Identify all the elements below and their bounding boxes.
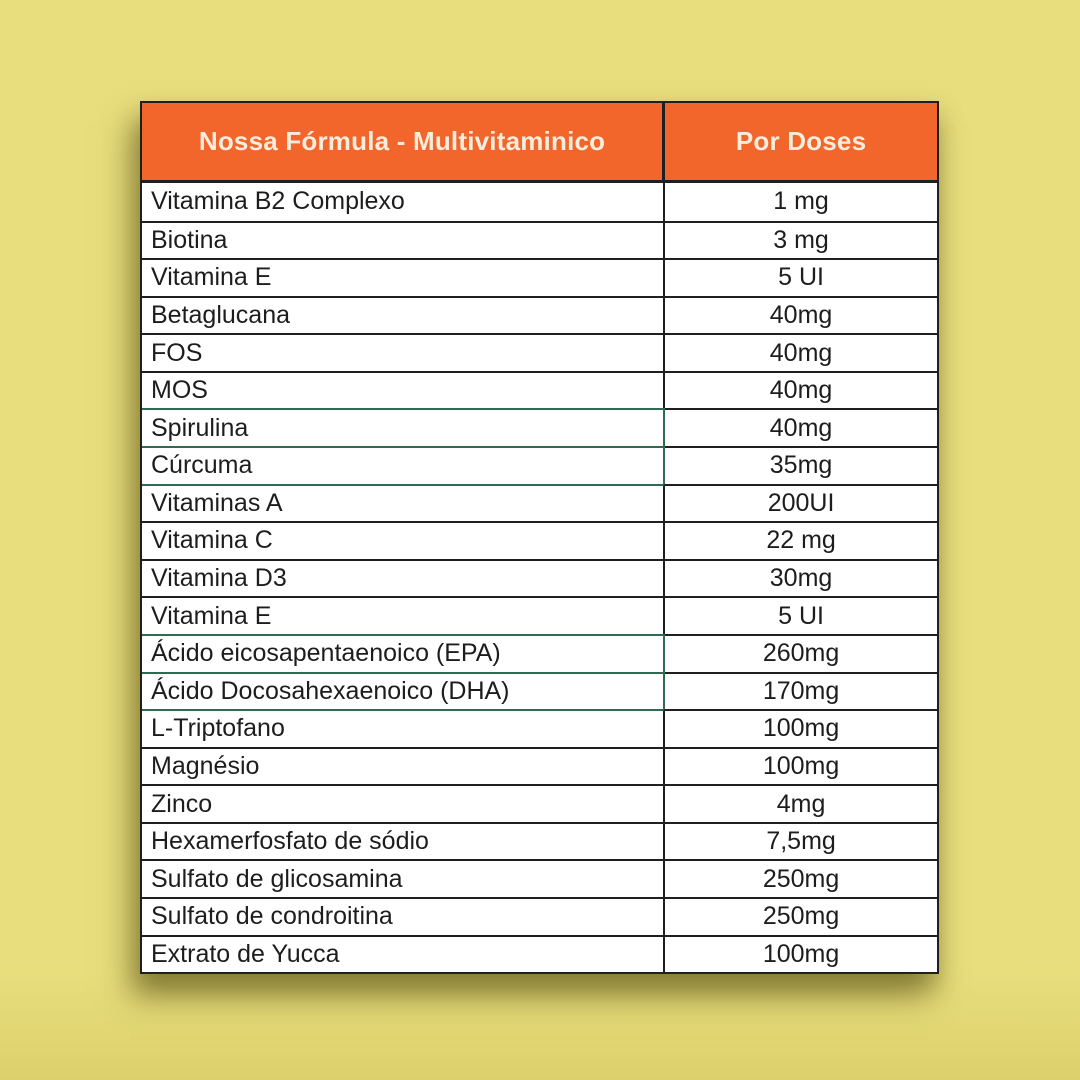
dose-cell: 100mg	[665, 935, 937, 973]
dose-cell: 30mg	[665, 559, 937, 597]
table-row	[142, 672, 937, 710]
dose-cell: 40mg	[665, 296, 937, 334]
ingredient-cell: Magnésio	[142, 747, 665, 785]
ingredient-cell: Vitaminas A	[142, 484, 665, 522]
table-row	[142, 822, 937, 860]
dose-cell: 7,5mg	[665, 822, 937, 860]
dose-cell: 3 mg	[665, 221, 937, 259]
ingredient-cell: Betaglucana	[142, 296, 665, 334]
table-row	[142, 784, 937, 822]
dose-cell: 40mg	[665, 408, 937, 446]
dose-cell: 5 UI	[665, 596, 937, 634]
dose-cell: 250mg	[665, 897, 937, 935]
table-row	[142, 935, 937, 973]
ingredient-cell: Sulfato de glicosamina	[142, 859, 665, 897]
table-row	[142, 859, 937, 897]
ingredient-cell: Hexamerfosfato de sódio	[142, 822, 665, 860]
dose-cell: 1 mg	[665, 183, 937, 221]
supplement-facts-table	[140, 101, 939, 974]
dose-cell: 100mg	[665, 747, 937, 785]
ingredient-cell: Sulfato de condroitina	[142, 897, 665, 935]
table-row	[142, 221, 937, 259]
dose-cell: 22 mg	[665, 521, 937, 559]
dose-cell: 170mg	[665, 672, 937, 710]
ingredient-cell: FOS	[142, 333, 665, 371]
ingredient-cell: MOS	[142, 371, 665, 409]
ingredient-cell: Ácido Docosahexaenoico (DHA)	[142, 672, 665, 710]
table-row	[142, 446, 937, 484]
dose-cell: 260mg	[665, 634, 937, 672]
table-row	[142, 333, 937, 371]
ingredient-cell: Vitamina E	[142, 596, 665, 634]
header-ingredient-column: Nossa Fórmula - Multivitaminico	[142, 103, 665, 180]
ingredient-cell: Extrato de Yucca	[142, 935, 665, 973]
table-row	[142, 559, 937, 597]
dose-cell: 4mg	[665, 784, 937, 822]
dose-cell: 200UI	[665, 484, 937, 522]
header-dose-column: Por Doses	[735, 126, 867, 156]
ingredient-cell: Zinco	[142, 784, 665, 822]
ingredient-cell: Vitamina B2 Complexo	[142, 183, 665, 221]
table-body	[142, 183, 937, 972]
table-row	[142, 709, 937, 747]
dose-cell: 5 UI	[665, 258, 937, 296]
ingredient-cell: Ácido eicosapentaenoico (EPA)	[142, 634, 665, 672]
dose-cell: 40mg	[665, 333, 937, 371]
table-row	[142, 484, 937, 522]
table-row	[142, 634, 937, 672]
table-row	[142, 183, 937, 221]
table-row	[142, 521, 937, 559]
dose-cell: 35mg	[665, 446, 937, 484]
table-row	[142, 747, 937, 785]
dose-cell: 40mg	[665, 371, 937, 409]
table-row	[142, 596, 937, 634]
ingredient-cell: Vitamina D3	[142, 559, 665, 597]
table-row	[142, 258, 937, 296]
ingredient-cell: Vitamina E	[142, 258, 665, 296]
table-row	[142, 371, 937, 409]
table-row	[142, 408, 937, 446]
table-row	[142, 897, 937, 935]
ingredient-cell: Cúrcuma	[142, 446, 665, 484]
ingredient-cell: Spirulina	[142, 408, 665, 446]
ingredient-cell: Vitamina C	[142, 521, 665, 559]
ingredient-cell: L-Triptofano	[142, 709, 665, 747]
table-header-row	[142, 103, 937, 183]
ingredient-cell: Biotina	[142, 221, 665, 259]
dose-cell: 100mg	[665, 709, 937, 747]
table-row	[142, 296, 937, 334]
dose-cell: 250mg	[665, 859, 937, 897]
